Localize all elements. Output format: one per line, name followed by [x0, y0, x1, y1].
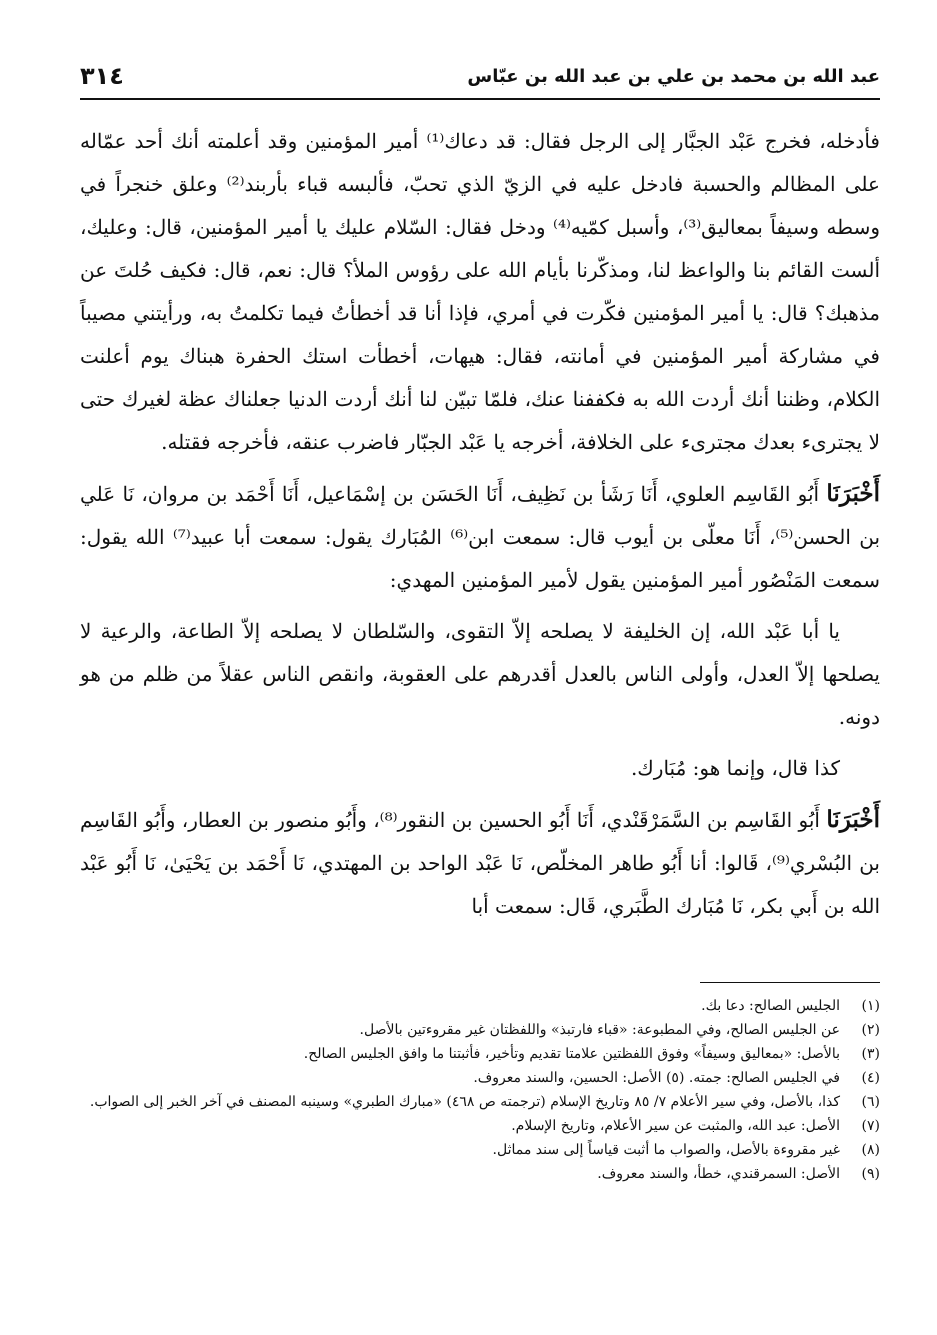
footnote: [60, 1114, 880, 1138]
footnote-text: الجليس الصالح: دعا بك.: [701, 998, 840, 1014]
paragraph-5-text: أَبُو القَاسِم بن السَّمَرْقَنْدي، أَنَا أَبُو الحسين بن النقور⁽⁸⁾، وأَبُو منصور بن العطار، وأَبُو القَاسِم بن البُسْري⁽⁹⁾، قَالوا: أنا أَبُو طاهر المخلّص، نَا عَبْد الواحد بن المهتدي، نَا أَحْمَد بن يَحْيَىٰ، نَا أَبُو عَبْد الله بن أَبي بكر، نَا مُبَارك الطَّبَري، قَال: سمعت أبا: [80, 808, 881, 918]
footnote-text: عن الجليس الصالح، وفي المطبوعة: «قباء فارتبذ» واللفظتان غير مقروءتين بالأصل.: [359, 1022, 840, 1038]
footnote-text: بالأصل: «بمعاليق وسيفاً» وفوق اللفظتين علامتا تقديم وتأخير، فأثبتنا ما وافق الجليس الصالح.: [303, 1046, 840, 1062]
paragraph-2-lead: أَخْبَرَنَا: [826, 480, 881, 507]
footnote-rule: [700, 982, 880, 983]
footnote: [60, 1018, 880, 1042]
footnote-number: (٩): [861, 1166, 880, 1182]
main-text: [80, 120, 880, 928]
footnotes: [60, 994, 880, 1186]
footnote-number: (٨): [861, 1142, 880, 1158]
footnote: [60, 1162, 880, 1186]
paragraph-2: [80, 472, 880, 602]
footnote-number: (٢): [861, 1022, 880, 1038]
footnote: [60, 1090, 880, 1114]
footnote-number: (٣): [861, 1046, 880, 1062]
footnote: [60, 994, 880, 1018]
page-number: ٣١٤: [80, 62, 124, 90]
footnote-number: (٧): [861, 1118, 880, 1134]
footnote-number: (١): [861, 998, 880, 1014]
footnote-text: الأصل: السمرقندي، خطأ، والسند معروف.: [597, 1166, 840, 1182]
footnote: [60, 1138, 880, 1162]
footnote-text: غير مقروءة بالأصل، والصواب ما أثبت قياساً إلى سند مماثل.: [492, 1142, 840, 1158]
paragraph-1: فأدخله، فخرج عَبْد الجبَّار إلى الرجل فقال: قد دعاك⁽¹⁾ أمير المؤمنين وقد أعلمته أنك أحد عمّاله على المظالم والحسبة فادخل عليه في الزيّ الذي تحبّ، فألبسه قباء بأربند⁽²⁾ وعلق خنجراً في وسطه وسيفاً بمعاليق⁽³⁾، وأسبل كمّيه⁽⁴⁾ ودخل فقال: السّلام عليك يا أمير المؤمنين، قال: وعليك، ألست القائم بنا والواعظ لنا، ومذكّرنا بأيام الله على رؤوس الملأ؟ قال: نعم، قال: فكيف حُلتَ عن مذهبك؟ قال: يا أمير المؤمنين فكّرت في أمري، فإذا أنا قد أخطأتُ فيما تكلمتُ به، ورأيتني مصيباً في مشاركة أمير المؤمنين في أمانته، فقال: هيهات، أخطأت استك الحفرة هبناك يوم أعلنت الكلام، وظننا أنك أردت الله به فكففنا عنك، فلمّا تبيّن لنا أنك أردت الدنيا جعلناك عظة لغيرك حتى لا يجترىء بعدك مجترىء على الخلافة، أخرجه يا عَبْد الجبّار فاضرب عنقه، فأخرجه فقتله.: [80, 129, 880, 454]
footnote-number: (٦): [861, 1094, 880, 1110]
page-header: [80, 58, 880, 94]
header-rule: [80, 98, 880, 100]
footnote-number: (٤): [861, 1070, 880, 1086]
running-title: عبد الله بن محمد بن علي بن عبد الله بن عبّاس: [467, 65, 880, 87]
paragraph-5: [80, 798, 880, 928]
footnote-text: كذا، بالأصل، وفي سير الأعلام ٧/ ٨٥ وتاريخ الإسلام (ترجمته ص ٤٦٨) «مبارك الطبري» وسينبه المصنف في آخر الخبر إلى الصواب.: [89, 1094, 840, 1110]
paragraph-5-lead: أَخْبَرَنَا: [826, 806, 881, 833]
paragraph-4: كذا قال، وإنما هو: مُبَارك.: [630, 756, 840, 780]
paragraph-2-text: أَبُو القَاسِم العلوي، أَنَا رَشَأ بن نَظِيف، أَنَا الحَسَن بن إسْمَاعيل، أَنَا أَحْمَد بن مروان، نَا عَلي بن الحسن⁽⁵⁾، أَنَا معلّى بن أيوب قال: سمعت ابن⁽⁶⁾ المُبَارك يقول: سمعت أبا عبيد⁽⁷⁾ الله يقول: سمعت المَنْصُور أمير المؤمنين يقول لأمير المؤمنين المهدي:: [80, 482, 881, 592]
footnote-text: في الجليس الصالح: جمته. (٥) الأصل: الحسين، والسند معروف.: [473, 1070, 840, 1086]
paragraph-3: يا أبا عَبْد الله، إن الخليفة لا يصلحه إلاّ التقوى، والسّلطان لا يصلحه إلاّ الطاعة، والرعية لا يصلحها إلاّ العدل، وأولى الناس بالعدل أقدرهم على العقوبة، وانقص الناس عقلاً من ظلم من هو دونه.: [80, 619, 880, 729]
footnote: [60, 1042, 880, 1066]
footnote: [60, 1066, 880, 1090]
footnote-text: الأصل: عبد الله، والمثبت عن سير الأعلام، وتاريخ الإسلام.: [511, 1118, 840, 1134]
